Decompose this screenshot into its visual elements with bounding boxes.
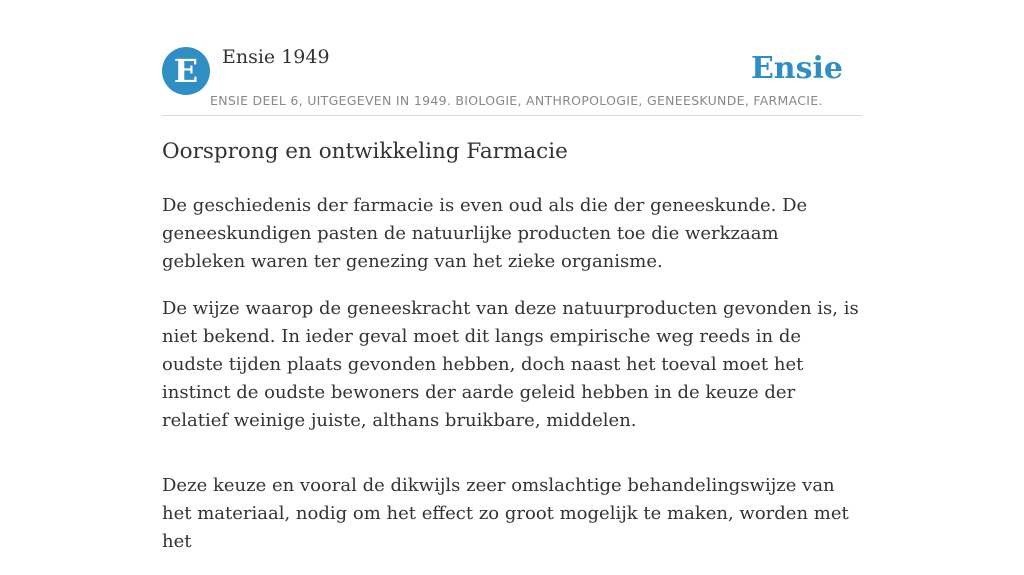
- article-title: Oorsprong en ontwikkeling Farmacie: [162, 139, 568, 164]
- article-body: [162, 192, 862, 575]
- paragraph: De wijze waarop de geneeskracht van deze natuurproducten gevonden is, is niet bekend. In ieder geval moet dit langs empirische weg reeds in de oudste tijden plaats gevonden hebben, doch naast het toeval moet het instinct de oudste bewoners der aarde geleid hebben in de keuze der relatief weinige juiste, althans bruikbare, middelen.: [162, 298, 859, 431]
- paragraph: Deze keuze en vooral de dikwijls zeer omslachtige behandelingswijze van het materiaal, nodig om het effect zo groot mogelijk te maken, worden met het: [162, 475, 849, 552]
- content-container: [162, 0, 862, 552]
- site-title[interactable]: Ensie 1949: [222, 46, 330, 68]
- site-header: [162, 0, 862, 116]
- brand-wordmark[interactable]: Ensie: [750, 51, 843, 86]
- edition-subtitle: ENSIE DEEL 6, UITGEGEVEN IN 1949. BIOLOGIE, ANTHROPOLOGIE, GENEESKUNDE, FARMACIE.: [210, 93, 823, 108]
- paragraph: De geschiedenis der farmacie is even oud als die der geneeskunde. De geneeskundigen pasten de natuurlijke producten toe die werkzaam gebleken waren ter genezing van het zieke organisme.: [162, 195, 808, 272]
- ensie-logo-icon[interactable]: E: [162, 47, 210, 95]
